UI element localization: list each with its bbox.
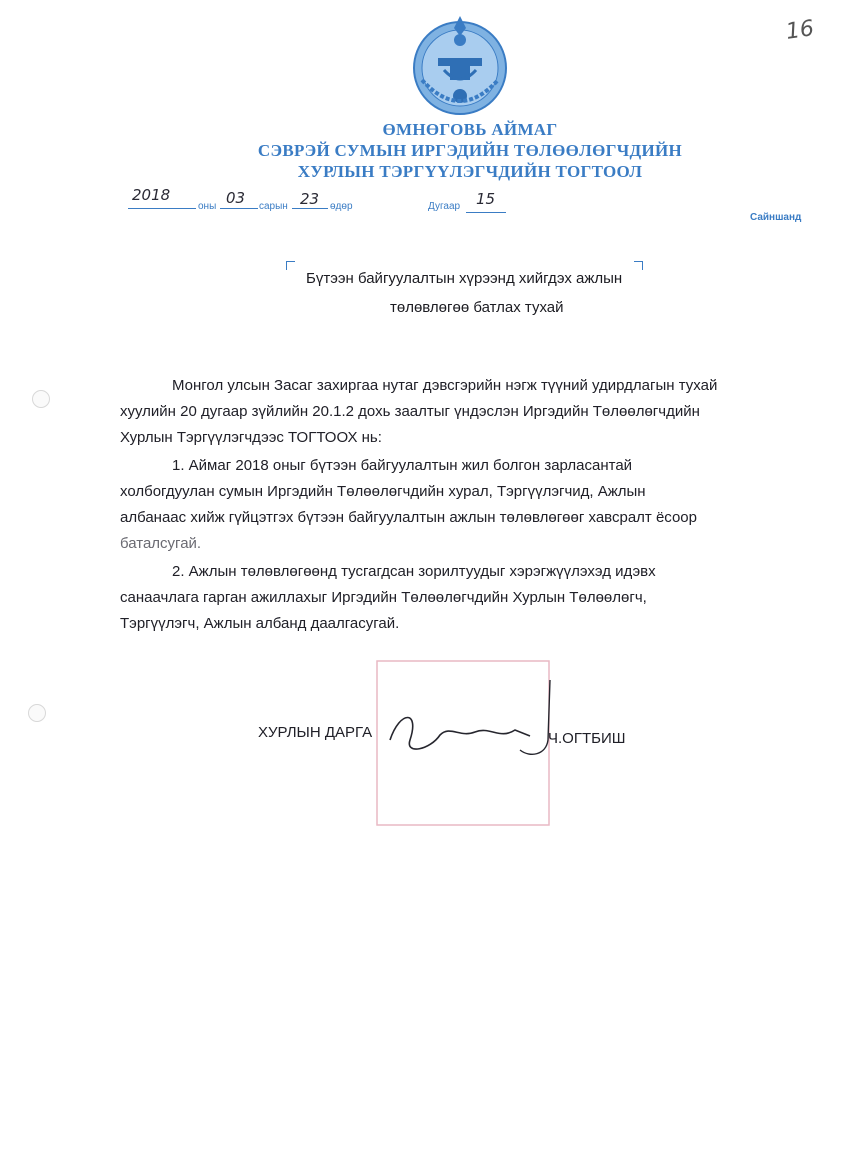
header-line-region: ӨМНӨГОВЬ АЙМАГ — [382, 120, 558, 139]
signatory-name: Ч.ОГТБИШ — [548, 730, 626, 747]
page-number: 16 — [784, 16, 816, 45]
date-month-label: сарын — [259, 201, 288, 212]
date-day-label: өдөр — [330, 201, 353, 212]
punch-hole — [32, 390, 50, 408]
document-title-line2: төлөвлөгөө батлах тухай — [390, 299, 564, 316]
state-emblem-icon — [408, 10, 512, 122]
item1-line: холбогдуулан сумын Иргэдийн Төлөөлөгчдийн хурал, Тэргүүлэгчид, Ажлын — [120, 483, 646, 500]
header-line-council: СЭВРЭЙ СУМЫН ИРГЭДИЙН ТӨЛӨӨЛӨГЧДИЙН — [257, 141, 683, 160]
place-name: Сайншанд — [750, 212, 802, 223]
item1-line: албанаас хийж гүйцэтгэх бүтээн байгуулалтын ажлын төлөвлөгөөг хавсралт ёсоор — [120, 509, 697, 526]
title-corner-left — [286, 261, 295, 270]
preamble-line: Хурлын Тэргүүлэгчдээс ТОГТООХ нь: — [120, 429, 382, 446]
preamble-line: Монгол улсын Засаг захиргаа нутаг дэвсгэрийн нэгж түүний удирдлагын тухай — [172, 377, 718, 394]
date-month: 03 — [226, 189, 246, 207]
resolution-number-label: Дугаар — [428, 201, 461, 212]
item1-line: 1. Аймаг 2018 оныг бүтээн байгуулалтын жил болгон зарласантай — [172, 457, 633, 474]
date-year-label: оны — [198, 201, 217, 212]
preamble-line: хуулийн 20 дугаар зүйлийн 20.1.2 дохь заалтыг үндэслэн Иргэдийн Төлөөлөгчдийн — [120, 403, 700, 420]
date-year-underline — [128, 208, 196, 209]
resolution-body — [120, 373, 788, 637]
signature-scribble — [380, 680, 560, 770]
date-day: 23 — [300, 190, 320, 208]
document-title-line1: Бүтээн байгуулалтын хүрээнд хийгдэх ажлын — [306, 270, 623, 287]
date-year: 2018 — [132, 186, 171, 204]
resolution-number-underline — [466, 212, 506, 213]
date-month-underline — [220, 208, 258, 209]
header-line-resolution: ХУРЛЫН ТЭРГҮҮЛЭГЧДИЙН ТОГТООЛ — [297, 162, 643, 181]
item2-line: санаачлага гарган ажиллахыг Иргэдийн Төлөөлөгчдийн Хурлын Төлөөлөгч, — [120, 589, 647, 606]
title-corner-right — [634, 261, 643, 270]
item2-line: Тэргүүлэгч, Ажлын албанд даалгасугай. — [120, 615, 400, 632]
item1-line: баталсугай. — [120, 535, 202, 552]
punch-hole — [28, 704, 46, 722]
date-day-underline — [292, 208, 328, 209]
resolution-number: 15 — [476, 190, 496, 208]
signatory-title: ХУРЛЫН ДАРГА — [258, 724, 373, 741]
item2-line: 2. Ажлын төлөвлөгөөнд тусгагдсан зорилтуудыг хэрэгжүүлэхэд идэвх — [172, 563, 656, 580]
